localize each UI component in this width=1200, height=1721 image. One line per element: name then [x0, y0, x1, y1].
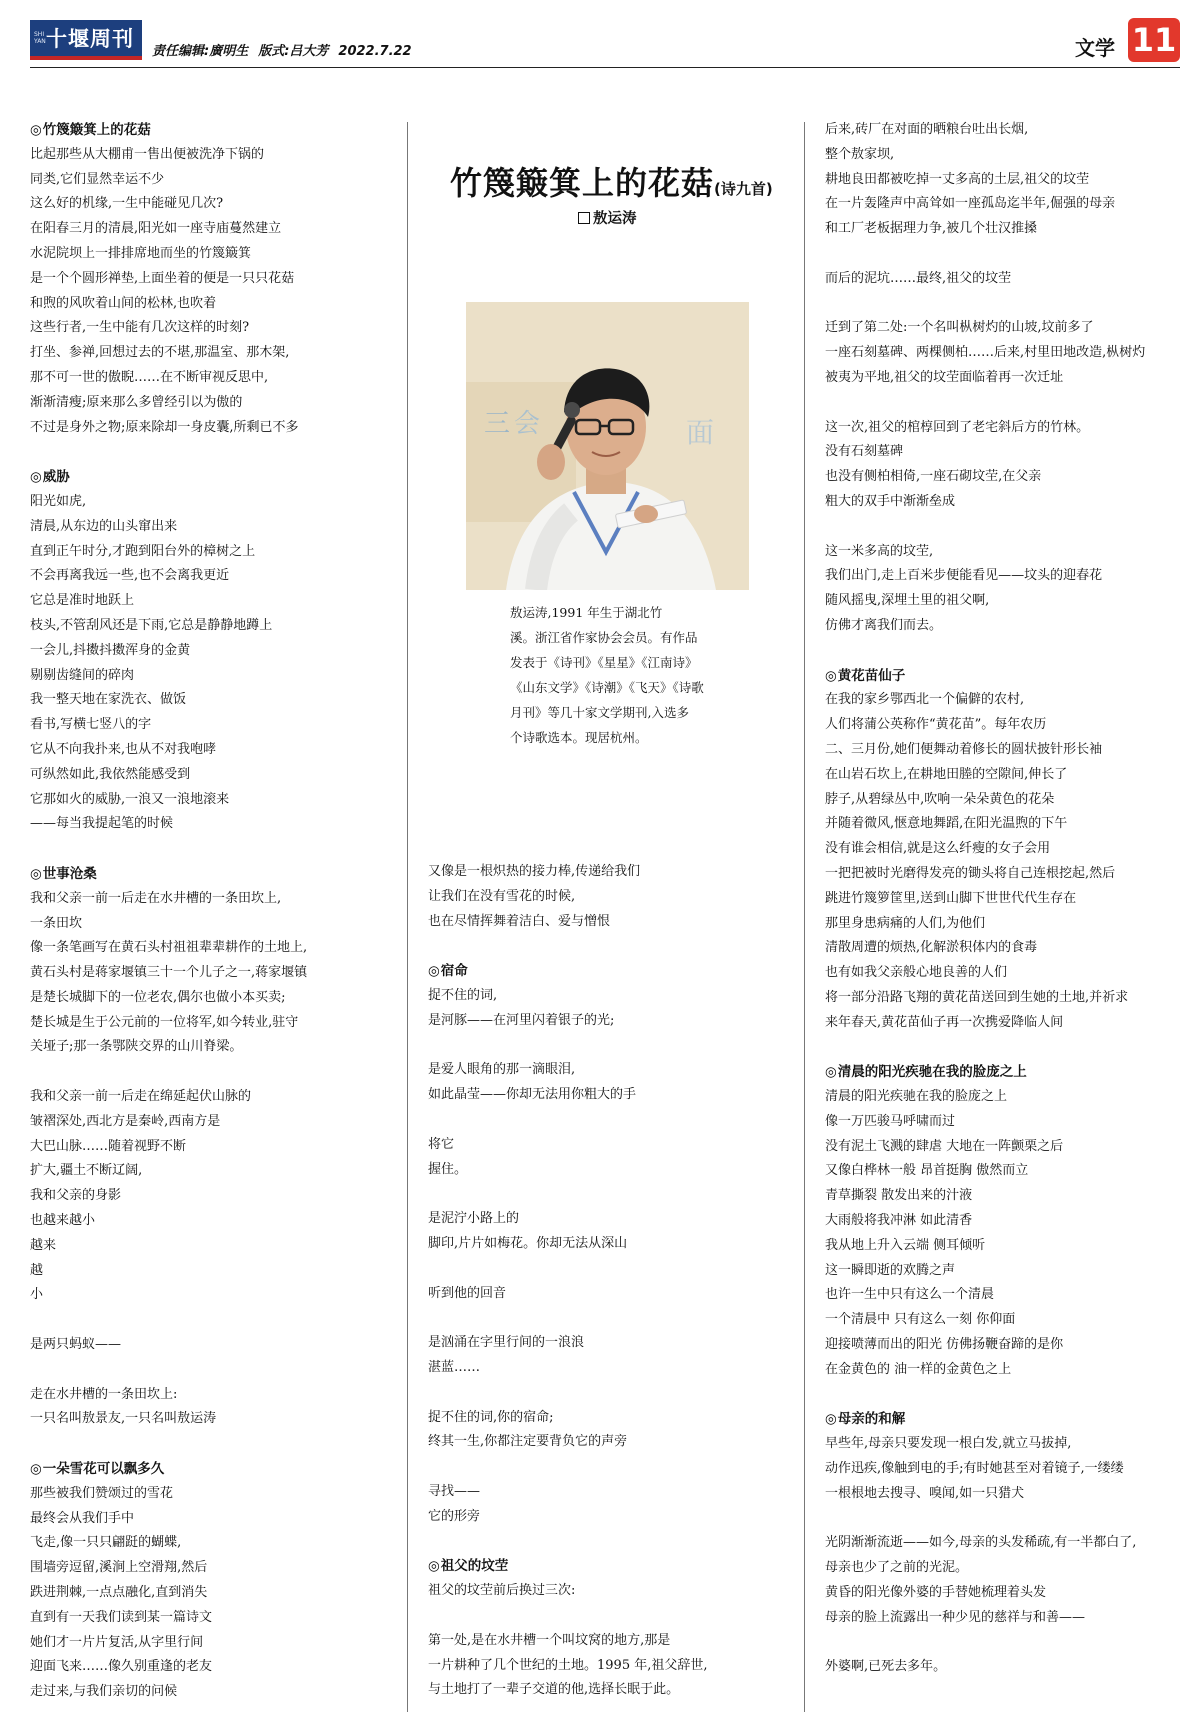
- poem-line: 仿佛才离我们而去。: [825, 617, 943, 633]
- section-name: 文学: [1075, 36, 1115, 60]
- poem-line: 是爱人眼角的那一滴眼泪,: [428, 1062, 576, 1078]
- section-marker-icon: ◎: [825, 1064, 837, 1081]
- poem-line: 迎接喷薄而出的阳光 仿佛扬鞭奋蹄的是你: [825, 1337, 1064, 1353]
- stanza-gap: [428, 1530, 798, 1555]
- layout-credit: 版式:吕大芳: [258, 44, 329, 59]
- stanza-gap: [428, 1034, 798, 1059]
- editor-credit: 责任编辑:廣明生: [152, 44, 249, 59]
- poem-line: 一片耕种了几个世纪的土地。1995 年,祖父辞世,: [428, 1657, 708, 1673]
- poem-line: 第一处,是在水井槽一个叫坟窝的地方,那是: [428, 1632, 671, 1648]
- stanza-gap: [30, 1060, 400, 1085]
- stanza-gap: [825, 391, 1185, 416]
- poem-line: 我和父亲的身影: [30, 1188, 122, 1204]
- stanza-gap: [30, 1432, 400, 1457]
- poem-line: 剔剔齿缝间的碎肉: [30, 667, 135, 683]
- poem-title-text: 一朵雪花可以飘多久: [42, 1461, 165, 1478]
- poem-line: 是汹涌在字里行间的一浪浪: [428, 1335, 585, 1351]
- poem-line: 直到正午时分,才跑到阳台外的樟树之上: [30, 543, 256, 559]
- poem-line: 同类,它们显然幸运不少: [30, 171, 165, 187]
- poem-line: 那些被我们赞颂过的雪花: [30, 1485, 174, 1501]
- section-marker-icon: ◎: [428, 1558, 440, 1575]
- bio-line: 发表于《诗刊》《星星》《江南诗》: [510, 655, 698, 670]
- poem-line: 打坐、参禅,回想过去的不堪,那温室、那木架,: [30, 345, 290, 361]
- section-marker-icon: ◎: [30, 122, 42, 138]
- newspaper-logo: [30, 20, 142, 60]
- poem-line: 在一片轰隆声中高耸如一座孤岛迄半年,倔强的母亲: [825, 196, 1116, 212]
- poem-line: 没有石刻墓碑: [825, 444, 904, 460]
- poem-title-text: 世事沧桑: [42, 865, 97, 882]
- poem-line: 捉不住的词,: [428, 987, 498, 1003]
- poem-line: 将它: [428, 1136, 455, 1152]
- poem-line: 一把把被时光磨得发亮的锄头将自己连根挖起,然后: [825, 865, 1116, 881]
- stanza-gap: [825, 1383, 1185, 1408]
- poem-line: 直到有一天我们读到某一篇诗文: [30, 1609, 213, 1625]
- poem-line: 粗大的双手中渐渐垒成: [825, 493, 956, 509]
- poem-line: 人们将蒲公英称作“黄花苗”。每年农历: [825, 717, 1047, 733]
- poem-line: 又像是一根炽热的接力棒,传递给我们: [428, 864, 641, 879]
- poem-line: 又像白桦林一般 昂首挺胸 傲然而立: [825, 1163, 1029, 1179]
- author-byline: [578, 207, 637, 228]
- section-marker-icon: ◎: [30, 1461, 42, 1478]
- poem-line: ——每当我提起笔的时候: [30, 816, 174, 832]
- poem-line: 寻找——: [428, 1483, 481, 1499]
- page-number-badge: 11: [1128, 18, 1180, 62]
- article-title-block: [450, 158, 773, 204]
- poem-line: 湛蓝……: [428, 1359, 481, 1375]
- author-box-icon: [578, 212, 590, 224]
- poem-line: 关垭子;那一条鄂陕交界的山川脊梁。: [30, 1039, 243, 1055]
- bio-line: 月刊》等几十家文学期刊,入选多: [510, 705, 689, 720]
- poem-title-text: 宿命: [440, 963, 468, 980]
- poem-title: [30, 465, 400, 490]
- poem-line: 楚长城是生于公元前的一位将军,如今转业,驻守: [30, 1014, 299, 1030]
- logo-small-text: SHI YAN: [34, 31, 46, 45]
- poem-line: 它那如火的威胁,一浪又一浪地滚来: [30, 791, 230, 807]
- poem-line: 被夷为平地,祖父的坟茔面临着再一次迁址: [825, 369, 1064, 385]
- stanza-gap: [428, 1455, 798, 1480]
- author-photo-illustration: [466, 302, 749, 590]
- stanza-gap: [825, 292, 1185, 317]
- stanza-gap: [30, 1358, 400, 1383]
- poem-title: [30, 862, 400, 887]
- stanza-gap: [825, 1631, 1185, 1656]
- stanza-gap: [825, 639, 1185, 664]
- poem-line: 青草撕裂 散发出来的汁液: [825, 1188, 973, 1204]
- poem-line: 我和父亲一前一后走在绵延起伏山脉的: [30, 1089, 252, 1105]
- poem-line: 脚印,片片如梅花。你却无法从深山: [428, 1235, 628, 1251]
- section-marker-icon: ◎: [825, 1411, 837, 1428]
- stanza-gap: [30, 837, 400, 862]
- poem-title-text: 清晨的阳光疾驰在我的脸庞之上: [837, 1064, 1027, 1081]
- poem-line: 清晨的阳光疾驰在我的脸庞之上: [825, 1089, 1008, 1105]
- poem-line: 如此晶莹——你却无法用你粗大的手: [428, 1087, 637, 1103]
- poem-line: 也在尽情挥舞着洁白、爱与憎恨: [428, 913, 611, 929]
- poem-line: 与土地打了一辈子交道的他,选择长眠于此。: [428, 1682, 680, 1698]
- poem-line: 在阳春三月的清晨,阳光如一座寺庙蔓然建立: [30, 221, 282, 237]
- poem-line: 是两只蚂蚁——: [30, 1337, 122, 1353]
- stanza-gap: [428, 1182, 798, 1207]
- poem-line: 二、三月份,她们便舞动着修长的圆状披针形长袖: [825, 741, 1103, 757]
- poem-line: 一只名叫敖景友,一只名叫敖运涛: [30, 1411, 217, 1427]
- bio-line: 《山东文学》《诗潮》《飞天》《诗歌: [510, 680, 704, 695]
- poem-line: 和煦的风吹着山间的松林,也吹着: [30, 295, 217, 311]
- poem-line: 跌进荆棘,一点点融化,直到消失: [30, 1585, 208, 1601]
- stanza-gap: [428, 1381, 798, 1406]
- poem-line: 扩大,疆土不断辽阔,: [30, 1163, 143, 1179]
- poem-line: 耕地良田都被吃掉一丈多高的土层,祖父的坟茔: [825, 171, 1090, 187]
- poem-line: 不会再离我远一些,也不会离我更近: [30, 568, 230, 584]
- poem-line: 并随着微风,惬意地舞蹈,在阳光温煦的下午: [825, 816, 1068, 832]
- poem-line: 一座石刻墓碑、两棵侧柏……后来,村里田地改造,枞树灼: [825, 345, 1146, 361]
- poem-line: 阳光如虎,: [30, 493, 87, 509]
- column-divider-right: [804, 122, 805, 1712]
- poem-line: 没有泥土飞溅的肆虐 大地在一阵颤栗之后: [825, 1138, 1064, 1154]
- header-meta: [152, 40, 422, 59]
- poem-title: [428, 959, 798, 984]
- poem-line: 不过是身外之物;原来除却一身皮囊,所剩已不多: [30, 419, 299, 435]
- poem-line: 大雨般将我冲淋 如此清香: [825, 1213, 973, 1229]
- poem-title: [30, 1457, 400, 1482]
- poem-line: 清晨,从东边的山头窜出来: [30, 518, 178, 534]
- poem-line: 光阴渐渐流逝——如今,母亲的头发稀疏,有一半都白了,: [825, 1535, 1137, 1551]
- poem-line: 枝头,不管刮风还是下雨,它总是静静地蹲上: [30, 617, 273, 633]
- poem-line: 和工厂老板据理力争,被几个壮汉推搡: [825, 221, 1038, 237]
- poem-line: 我们出门,走上百米步便能看见——坟头的迎春花: [825, 568, 1103, 584]
- poem-line: 终其一生,你都注定要背负它的声旁: [428, 1434, 628, 1450]
- poem-line: 围墙旁逗留,溪涧上空滑翔,然后: [30, 1560, 208, 1576]
- stanza-gap: [428, 1108, 798, 1133]
- poem-line: 越来: [30, 1237, 57, 1253]
- poem-title-text: 祖父的坟茔: [440, 1558, 509, 1575]
- poem-title-text: 威胁: [42, 469, 70, 486]
- poem-line: 水泥院坝上一排排席地而坐的竹篾簸箕: [30, 245, 252, 261]
- poem-line: 黄昏的阳光像外婆的手替她梳理着头发: [825, 1585, 1047, 1601]
- poem-line: 越: [30, 1262, 44, 1278]
- poem-line: 是泥泞小路上的: [428, 1211, 520, 1227]
- poem-line: 握住。: [428, 1161, 468, 1177]
- poem-line: 母亲也少了之前的光泥。: [825, 1560, 969, 1576]
- poem-title: [30, 118, 400, 143]
- poem-title: [825, 1060, 1185, 1085]
- bio-line: 敖运涛,1991 年生于湖北竹: [510, 605, 663, 620]
- stanza-gap: [428, 934, 798, 959]
- poem-line: 早些年,母亲只要发现一根白发,就立马拔掉,: [825, 1436, 1072, 1452]
- poem-line: 后来,砖厂在对面的晒粮台吐出长烟,: [825, 122, 1029, 137]
- poem-line: 跳进竹篾箩筐里,送到山脚下世世代代生存在: [825, 890, 1077, 906]
- article-subtitle: (诗九首): [714, 180, 773, 198]
- poem-line: 也许一生中只有这么一个清晨: [825, 1287, 995, 1303]
- stanza-gap: [428, 1604, 798, 1629]
- page-header: [30, 18, 1180, 68]
- poem-line: 是河豚——在河里闪着银子的光;: [428, 1012, 615, 1028]
- poem-line: 来年春天,黄花苗仙子再一次携爱降临人间: [825, 1014, 1064, 1030]
- header-rule: [30, 67, 1180, 68]
- poem-line: 一个清晨中 只有这么一刻 你仰面: [825, 1312, 1016, 1328]
- svg-text:三: 三: [484, 409, 511, 439]
- poem-title-text: 母亲的和解: [837, 1411, 906, 1428]
- stanza-gap: [428, 1306, 798, 1331]
- poem-line: 这一米多高的坟茔,: [825, 543, 934, 559]
- poem-line: 那里身患病痛的人们,为他们: [825, 915, 986, 931]
- poem-line: 大巴山脉……随着视野不断: [30, 1138, 187, 1154]
- logo-name: 十堰周刊: [46, 26, 134, 51]
- section-marker-icon: ◎: [30, 865, 42, 882]
- svg-text:面: 面: [686, 416, 715, 449]
- poem-line: 像一条笔画写在黄石头村祖祖辈辈耕作的土地上,: [30, 940, 308, 956]
- poem-line: 看书,写横七竖八的字: [30, 717, 152, 733]
- section-marker-icon: ◎: [428, 963, 440, 980]
- poem-line: 飞走,像一只只翩跹的蝴蝶,: [30, 1535, 182, 1551]
- poem-line: 是楚长城脚下的一位老农,偶尔也做小本买卖;: [30, 989, 286, 1005]
- poem-line: 最终会从我们手中: [30, 1510, 135, 1526]
- stanza-gap: [825, 1507, 1185, 1532]
- poem-line: 听到他的回音: [428, 1285, 507, 1301]
- poem-line: 一会儿,抖擞抖擞浑身的金黄: [30, 642, 191, 658]
- poem-line: 迁到了第二处:一个名叫枞树灼的山坡,坟前多了: [825, 320, 1094, 336]
- poem-line: 皱褶深处,西北方是秦岭,西南方是: [30, 1113, 221, 1129]
- poem-line: 而后的泥坑……最终,祖父的坟茔: [825, 270, 1012, 286]
- poem-line: 是一个个圆形禅垫,上面坐着的便是一只只花菇: [30, 270, 295, 286]
- poem-line: 这些行者,一生中能有几次这样的时刻?: [30, 320, 250, 336]
- poem-title: [428, 1554, 798, 1579]
- poem-line: 一条田坎: [30, 915, 83, 931]
- poem-line: 母亲的脸上流露出一种少见的慈祥与和善——: [825, 1609, 1086, 1625]
- poem-line: 我和父亲一前一后走在水井槽的一条田坎上,: [30, 890, 282, 906]
- stanza-gap: [825, 1035, 1185, 1060]
- stanza-gap: [30, 440, 400, 465]
- poem-title-text: 竹篾簸箕上的花菇: [42, 122, 151, 138]
- poem-line: 捉不住的词,你的宿命;: [428, 1409, 554, 1425]
- issue-date: 2022.7.22: [338, 44, 412, 59]
- poem-line: 动作迅疾,像触到电的手;有时她甚至对着镜子,一缕缕: [825, 1461, 1124, 1477]
- poem-line: 小: [30, 1287, 44, 1303]
- poem-line: 祖父的坟茔前后换过三次:: [428, 1583, 576, 1599]
- poem-line: 在金黄色的 油一样的金黄色之上: [825, 1361, 1012, 1377]
- poem-line: 将一部分沿路飞翔的黄花苗送回到生她的土地,并祈求: [825, 989, 1129, 1005]
- poem-line: 黄石头村是蒋家堰镇三十一个儿子之一,蒋家堰镇: [30, 965, 308, 981]
- bio-line: 个诗歌选本。现居杭州。: [510, 730, 648, 745]
- poem-line: 它的形旁: [428, 1508, 481, 1524]
- poem-title-text: 黄花苗仙子: [837, 667, 906, 684]
- poem-line: 在我的家乡鄂西北一个偏僻的农村,: [825, 692, 1025, 708]
- poem-line: 整个敖家坝,: [825, 146, 895, 162]
- poem-line: 渐渐清瘦;原来那么多曾经引以为傲的: [30, 394, 243, 410]
- poem-line: 一根根地去搜寻、嗅闻,如一只猎犬: [825, 1485, 1025, 1501]
- stanza-gap: [825, 515, 1185, 540]
- section-marker-icon: ◎: [30, 469, 42, 486]
- poem-line: 让我们在没有雪花的时候,: [428, 888, 576, 904]
- author-photo: [466, 302, 749, 590]
- stanza-gap: [825, 242, 1185, 267]
- poem-line: 也没有侧柏相倚,一座石砌坟茔,在父亲: [825, 469, 1042, 485]
- article-title: 竹篾簸箕上的花菇: [450, 164, 715, 202]
- poem-line: 也有如我父亲般心地良善的人们: [825, 965, 1008, 981]
- poem-line: 也越来越小: [30, 1213, 96, 1229]
- poem-line: 这么好的机缘,一生中能碰见几次?: [30, 196, 224, 212]
- svg-text:会: 会: [514, 409, 541, 439]
- poem-line: 它从不向我扑来,也从不对我咆哮: [30, 741, 217, 757]
- section-marker-icon: ◎: [825, 667, 837, 684]
- poem-line: 这一次,祖父的棺椁回到了老宅斜后方的竹林。: [825, 419, 1090, 435]
- poem-line: 她们才一片片复活,从字里行间: [30, 1634, 204, 1650]
- poem-line: 外婆啊,已死去多年。: [825, 1659, 947, 1675]
- poem-line: 没有谁会相信,就是这么纤瘦的女子会用: [825, 841, 1051, 857]
- poem-line: 迎面飞来……像久别重逢的老友: [30, 1659, 213, 1675]
- poem-line: 走在水井槽的一条田坎上:: [30, 1386, 178, 1402]
- poem-line: 比起那些从大棚甫一售出便被洗净下锅的: [30, 146, 265, 162]
- poem-line: 它总是准时地跃上: [30, 593, 135, 609]
- column-right: [825, 118, 1185, 1680]
- poem-title: [825, 664, 1185, 689]
- author-bio: [510, 600, 710, 750]
- poem-line: 随风摇曳,深埋土里的祖父啊,: [825, 593, 990, 609]
- column-middle: [428, 860, 798, 1703]
- poem-line: 这一瞬即逝的欢腾之声: [825, 1262, 956, 1278]
- column-divider-left: [407, 122, 408, 1712]
- column-left: [30, 118, 400, 1705]
- poem-line: 像一万匹骏马呼啸而过: [825, 1113, 956, 1129]
- poem-line: 可纵然如此,我依然能感受到: [30, 766, 191, 782]
- poem-line: 在山岩石坎上,在耕地田塍的空隙间,伸长了: [825, 766, 1068, 782]
- poem-title: [825, 1407, 1185, 1432]
- author-name: 敖运涛: [593, 211, 637, 227]
- stanza-gap: [428, 1257, 798, 1282]
- poem-line: 清散周遭的烦热,化解淤积体内的食毒: [825, 940, 1038, 956]
- poem-line: 脖子,从碧绿丛中,吹响一朵朵黄色的花朵: [825, 791, 1055, 807]
- poem-line: 我一整天地在家洗衣、做饭: [30, 692, 187, 708]
- bio-line: 溪。浙江省作家协会会员。有作品: [510, 630, 698, 645]
- poem-line: 走过来,与我们亲切的问候: [30, 1684, 178, 1700]
- poem-line: 那不可一世的傲睨……在不断审视反思中,: [30, 369, 269, 385]
- stanza-gap: [30, 1308, 400, 1333]
- poem-line: 我从地上升入云端 侧耳倾听: [825, 1237, 986, 1253]
